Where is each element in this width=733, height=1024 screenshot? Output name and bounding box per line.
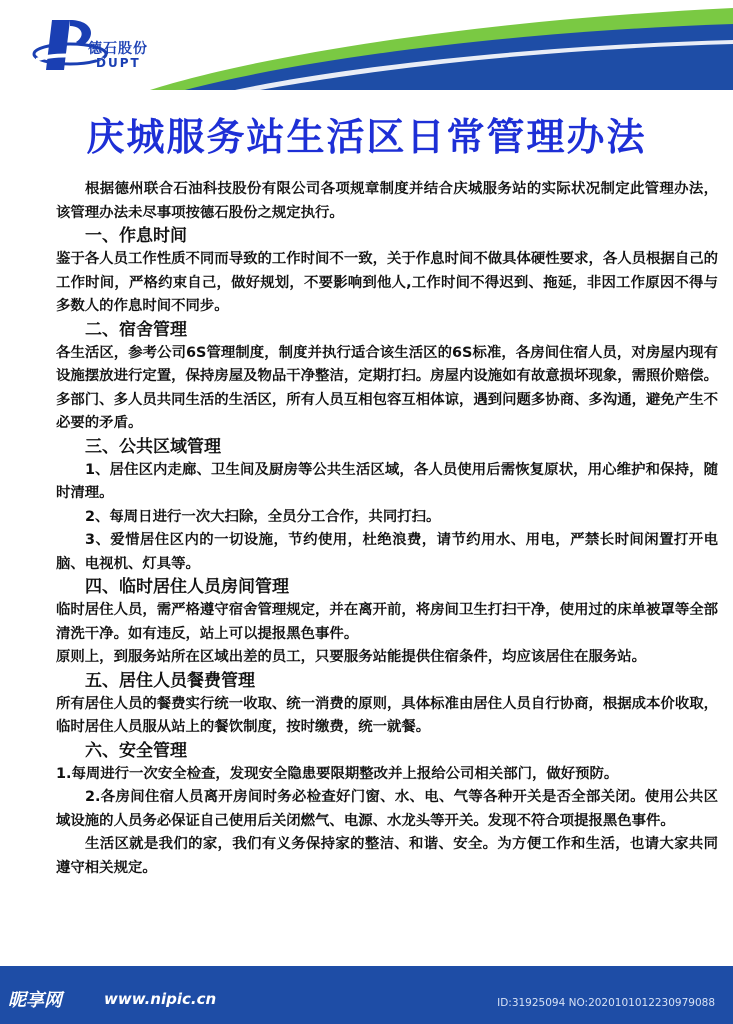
section-temporary-residents <box>56 576 718 670</box>
section-paragraph: 1.每周进行一次安全检查，发现安全隐患要限期整改并上报给公司相关部门，做好预防。 <box>56 765 619 782</box>
section-paragraph: 生活区就是我们的家，我们有义务保持家的整洁、和谐、安全。为方便工作和生活，也请大家共同遵守相关规定。 <box>56 836 718 876</box>
section-paragraph: 临时居住人员，需严格遵守宿舍管理规定，并在离开前，将房间卫生打扫干净，使用过的床单被罩等全部清洗干净。如有违反，站上可以提报黑色事件。 <box>56 602 718 642</box>
document-title: 庆城服务站生活区日常管理办法 <box>86 115 647 159</box>
section-title: 五、居住人员餐费管理 <box>85 670 255 691</box>
section-title: 六、安全管理 <box>85 740 187 761</box>
section-paragraph: 1、居住区内走廊、卫生间及厨房等公共生活区域，各人员使用后需恢复原状，用心维护和保持，随时清理。 <box>56 461 718 501</box>
section-dormitory <box>56 319 718 436</box>
section-paragraph: 所有居住人员的餐费实行统一收取、统一消费的原则，具体标准由居住人员自行协商，根据成本价收取，临时居住人员服从站上的餐饮制度，按时缴费，统一就餐。 <box>56 695 718 735</box>
watermark-url: www.nipic.cn <box>104 990 217 1008</box>
footer-bar <box>0 966 733 1024</box>
section-paragraph: 各生活区，参考公司6S管理制度，制度并执行适合该生活区的6S标准，各房间住宿人员，对房屋内现有设施摆放进行定置，保持房屋及物品干净整洁，定期打扫。房屋内设施如有故意损坏现象，需照价赔偿。 <box>56 344 718 384</box>
brand-name-cn: 德石股份 <box>88 41 148 57</box>
section-public-area <box>56 436 718 577</box>
section-title: 二、宿舍管理 <box>85 319 187 340</box>
intro-paragraph: 根据德州联合石油科技股份有限公司各项规章制度并结合庆城服务站的实际状况制定此管理办法，该管理办法未尽事项按德石股份之规定执行。 <box>56 181 718 221</box>
brand-name-en: DUPT <box>96 56 141 70</box>
header-banner <box>0 0 733 90</box>
section-paragraph: 3、爱惜居住区内的一切设施，节约使用，杜绝浪费，请节约用水、用电，严禁长时间闲置打开电脑、电视机、灯具等。 <box>56 532 718 572</box>
section-paragraph: 鉴于各人员工作性质不同而导致的工作时间不一致，关于作息时间不做具体硬性要求，各人员根据自己的工作时间，严格约束自己，做好规划，不要影响到他人,工作时间不得迟到、拖延，非因工作原因不得与多数人的作息时间不同步。 <box>56 251 718 314</box>
document-body <box>56 178 718 880</box>
section-safety <box>56 740 718 881</box>
section-meal-fees <box>56 670 718 740</box>
section-paragraph: 2、每周日进行一次大扫除，全员分工合作，共同打扫。 <box>85 508 441 525</box>
section-title: 四、临时居住人员房间管理 <box>85 577 289 597</box>
section-work-hours <box>56 225 718 319</box>
section-paragraph: 多部门、多人员共同生活的生活区，所有人员互相包容互相体谅，遇到问题多协商、多沟通，避免产生不必要的矛盾。 <box>56 391 718 431</box>
section-title: 三、公共区域管理 <box>85 436 221 457</box>
section-title: 一、作息时间 <box>85 226 187 246</box>
section-paragraph: 2.各房间住宿人员离开房间时务必检查好门窗、水、电、气等各种开关是否全部关闭。使用公共区域设施的人员务必保证自己使用后关闭燃气、电源、水龙头等开关。发现不符合项提报黑色事件。 <box>56 789 718 829</box>
section-paragraph: 原则上，到服务站所在区域出差的员工，只要服务站能提供住宿条件，均应该居住在服务站。 <box>56 649 647 665</box>
image-id-label: ID:31925094 NO:20201010122309790​88 <box>497 997 715 1009</box>
watermark-logo: 昵享网 <box>8 990 62 1011</box>
